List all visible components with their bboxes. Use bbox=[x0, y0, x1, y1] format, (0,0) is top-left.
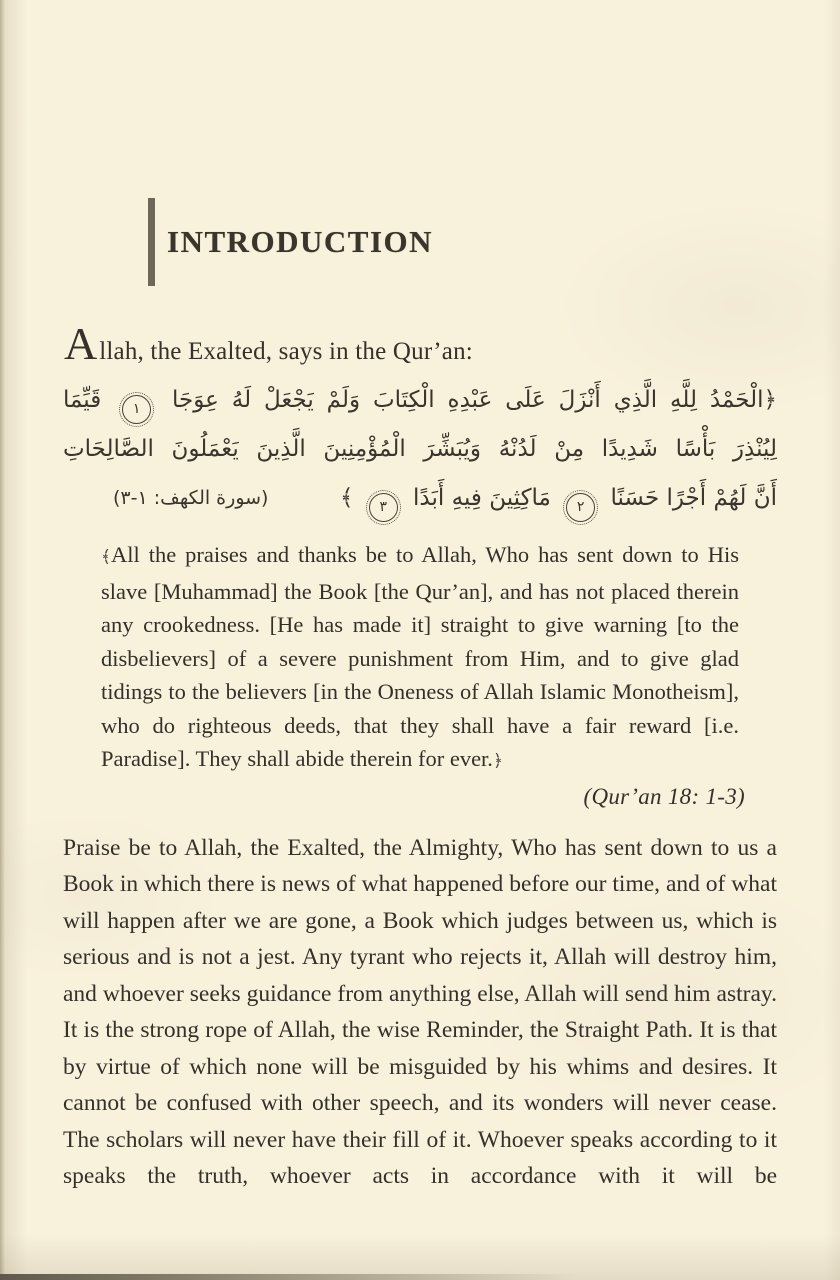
quote-close-ornament-arabic: ﴾ bbox=[339, 485, 354, 511]
heading-accent-bar bbox=[148, 198, 155, 286]
translation-block bbox=[101, 538, 739, 779]
translation-text: All the praises and thanks be to Allah, Who has sent down to His slave [Muhammad] the Book [the Qur’an], and has not placed therein any crookedness. [He has made it] straight to give warning [to the disbelievers] of a severe punishment from Him, and to give glad tidings to the believers [in the Oneness of Allah Islamic Monotheism], who do righteous deeds, that they shall have a fair reward [i.e. Paradise]. They shall abide therein for ever. bbox=[101, 542, 739, 771]
arabic-text: ﴿الْحَمْدُ لِلَّهِ الَّذِي أَنْزَلَ عَلَى عَبْدِهِ الْكِتَابَ وَلَمْ يَجْعَلْ لَهُ عِوَجَا bbox=[172, 387, 777, 413]
lead-text: llah, the Exalted, says in the Qur’an: bbox=[99, 338, 473, 365]
arabic-line-1 bbox=[63, 376, 777, 425]
ayah-marker-3: ٣ bbox=[369, 493, 398, 522]
quran-citation: (Qur’an 18: 1-3) bbox=[583, 783, 745, 809]
chapter-heading bbox=[148, 198, 777, 286]
ayah-marker-2: ٢ bbox=[566, 493, 595, 522]
arabic-text: لِيُنْذِرَ بَأْسًا شَدِيدًا مِنْ لَدُنْهُ وَيُبَشِّرَ الْمُؤْمِنِينَ الَّذِينَ يَعْمَلُونَ الصَّالِحَاتِ bbox=[63, 436, 777, 462]
quran-quote-section bbox=[63, 376, 777, 810]
arabic-text: أَنَّ لَهُمْ أَجْرًا حَسَنًا bbox=[610, 485, 777, 511]
arabic-text: قَيِّمَا bbox=[63, 387, 102, 413]
lead-line bbox=[64, 318, 777, 369]
quote-close-ornament: ﴿ bbox=[492, 751, 503, 771]
arabic-line-2 bbox=[63, 425, 777, 474]
lead-dropcap: A bbox=[64, 318, 100, 369]
arabic-source-citation: (سورة الكهف: ١-٣) bbox=[113, 487, 269, 509]
chapter-title: INTRODUCTION bbox=[167, 224, 434, 259]
ayah-marker-1: ١ bbox=[122, 395, 151, 424]
arabic-verse-end bbox=[340, 474, 777, 523]
body-paragraph: Praise be to Allah, the Exalted, the Almighty, Who has sent down to us a Book in which there is news of what happened before our time, and of what will happen after we are gone, a Book which judges between us, which is serious and is not a jest. Any tyrant who rejects it, Allah will destroy him, and whoever seeks guidance from anything else, Allah will send him astray. It is the strong rope of Allah, the wise Reminder, the Straight Path. It is that by virtue of which none will be misguided by his whims and desires. It cannot be confused with other speech, and its wonders will never cease. The scholars will never have their fill of it. Whoever speaks according to it speaks the truth, whoever acts in accordance with it will be bbox=[63, 834, 777, 1189]
arabic-text: مَاكِثِينَ فِيهِ أَبَدًا bbox=[413, 485, 551, 511]
arabic-line-3 bbox=[63, 474, 777, 523]
quote-open-ornament: ﴾ bbox=[101, 547, 111, 567]
